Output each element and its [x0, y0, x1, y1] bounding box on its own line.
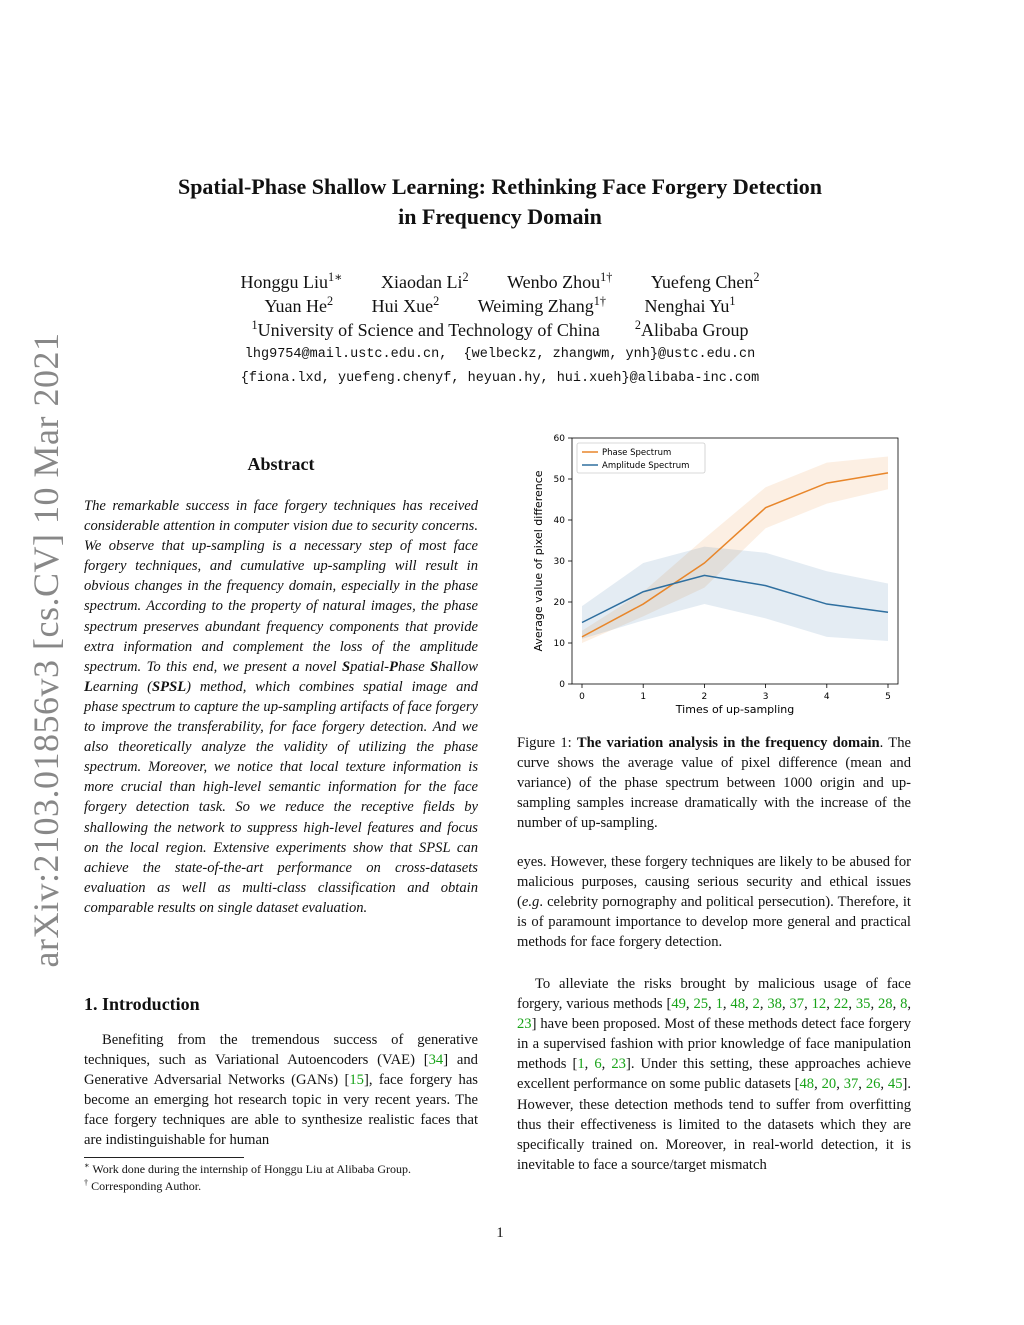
right-paragraph-2: To alleviate the risks brought by malicious usage of face forgery, various methods [49, 25, 1, 48, 2, 38, 37, 12, 22, 35, 28, 8, 23] have been proposed. Most of these methods detect face forgery in a supervised fashion with prior knowledge of face manipulation methods [1, 6, 23]. Under this setting, these approaches achieve excellent performance on some public datasets [48, 20, 37, 26, 45]. However, these detection methods tend to suffer from overfitting thus their effectiveness is limited to the datasets which they are specifically trained on. Moreover, in real-world detection, it is inevitable to face a source/target mismatch: [517, 976, 912, 1173]
citation-link[interactable]: 15: [349, 1072, 364, 1089]
author: Yuefeng Chen$^2$: [650, 270, 760, 292]
author: Yuan He$^2$: [264, 294, 334, 316]
x-tick-label: 0: [579, 692, 585, 702]
x-tick-label: 3: [762, 692, 769, 702]
citation-link[interactable]: 26: [865, 1076, 881, 1093]
paper-title: [120, 172, 880, 232]
email-line-2: {fiona.lxd, yuefeng.chenyf, heyuan.hy, hui.xueh}@alibaba-inc.com: [240, 371, 760, 386]
citation-link[interactable]: 37: [843, 1076, 859, 1093]
citation-link[interactable]: 34: [428, 1052, 444, 1069]
citation-link[interactable]: 45: [887, 1076, 903, 1093]
figure-1-chart: [528, 428, 908, 720]
author-block: [120, 270, 880, 342]
citation-link[interactable]: 25: [693, 996, 709, 1013]
page-number: 1: [496, 1225, 504, 1241]
footnotes: [84, 1161, 478, 1195]
citation-link[interactable]: 12: [811, 996, 827, 1013]
citation-link[interactable]: 48: [730, 996, 745, 1013]
citation-link[interactable]: 8: [900, 996, 908, 1013]
footnote-1: ∗ Work done during the internship of Honggu Liu at Alibaba Group.: [84, 1161, 411, 1176]
legend-label: Phase Spectrum: [602, 448, 672, 458]
y-tick-label: 20: [553, 598, 565, 608]
citation-link[interactable]: 1: [577, 1056, 585, 1073]
x-axis-label: Times of up-sampling: [675, 703, 795, 716]
x-tick-label: 1: [640, 692, 647, 702]
citation-link[interactable]: 23: [611, 1056, 626, 1073]
citation-link[interactable]: 1: [715, 996, 723, 1013]
author: Hui Xue$^2$: [371, 294, 440, 316]
arxiv-sidebar: [16, 332, 76, 968]
title-line-2: in Frequency Domain: [398, 204, 602, 229]
citation-link[interactable]: 23: [517, 1016, 532, 1033]
x-tick-label: 4: [823, 692, 830, 702]
arxiv-identifier: arXiv:2103.01856v3 [cs.CV] 10 Mar 2021: [26, 332, 66, 968]
footnote-rule: [84, 1157, 244, 1158]
x-tick-label: 5: [885, 692, 891, 702]
author: Honggu Liu$^{1∗}$: [240, 270, 343, 292]
y-axis-label: Average value of pixel difference: [532, 470, 545, 652]
right-paragraph-1: eyes. However, these forgery techniques are likely to be abused for malicious purposes, causing serious security and ethical issues (e.g. celebrity pornography and political persecution). Therefore, it is of paramount importance to develop more general and practical methods for face forgery detection.: [517, 854, 911, 951]
x-tick-label: 2: [701, 692, 708, 702]
y-tick-label: 0: [559, 680, 565, 690]
citation-link[interactable]: 22: [833, 996, 849, 1013]
author-row-1: [120, 270, 880, 294]
abstract-heading: Abstract: [247, 454, 315, 474]
legend-label: Amplitude Spectrum: [602, 461, 690, 471]
citation-link[interactable]: 35: [855, 996, 871, 1013]
citation-link[interactable]: 6: [594, 1056, 602, 1073]
email-line-1: lhg9754@mail.ustc.edu.cn, {welbeckz, zhangwm, ynh}@ustc.edu.cn: [244, 347, 756, 362]
y-tick-label: 30: [553, 557, 565, 567]
y-tick-label: 50: [553, 475, 565, 485]
affiliation-1: $^1$University of Science and Technology of China: [251, 318, 600, 340]
citation-link[interactable]: 37: [789, 996, 805, 1013]
figure-1-caption: Figure 1: The variation analysis in the frequency domain. The curve shows the average value of pixel difference (mean and variance) of the phase spectrum between 1000 origin and up-sampling samples increase dramatically with the increase of the number of up-sampling.: [517, 735, 911, 832]
affiliation-2: $^2$Alibaba Group: [634, 318, 749, 340]
intro-paragraph: Benefiting from the tremendous success of generative techniques, such as Variational Autoencoders (VAE) [34] and Generative Adversarial Networks (GANs) [15], face forgery has become an emerging hot research topic in very recent years. The face forgery techniques are able to synthesize realistic faces that are indistinguishable for human: [84, 1032, 478, 1149]
citation-link[interactable]: 2: [752, 996, 760, 1013]
title-line-1: Spatial-Phase Shallow Learning: Rethinking Face Forgery Detection: [177, 174, 823, 199]
variance-band: [582, 547, 888, 641]
author: Xiaodan Li$^2$: [380, 270, 469, 292]
y-tick-label: 40: [553, 516, 565, 526]
citation-link[interactable]: 20: [821, 1076, 837, 1093]
author: Wenbo Zhou$^{1\dagger}$: [507, 270, 613, 292]
y-tick-label: 60: [553, 434, 565, 444]
affiliations: [120, 318, 880, 342]
intro-heading: 1. Introduction: [84, 994, 200, 1014]
y-tick-label: 10: [553, 639, 565, 649]
citation-link[interactable]: 28: [877, 996, 893, 1013]
citation-link[interactable]: 48: [799, 1076, 815, 1093]
citation-link[interactable]: 49: [671, 996, 686, 1013]
author: Weiming Zhang$^{1\dagger}$: [477, 294, 607, 316]
footnote-2: † Corresponding Author.: [84, 1178, 202, 1193]
email-block: [120, 343, 880, 391]
citation-link[interactable]: 38: [767, 996, 782, 1013]
author: Nenghai Yu$^1$: [644, 294, 736, 316]
abstract-text: The remarkable success in face forgery techniques has received considerable attention in computer vision due to security concerns. We observe that up-sampling is a necessary step of most face forgery techniques, and cumulative up-sampling will result in obvious changes in the frequency domain, especially in the phase spectrum. According to the property of natural images, the phase spectrum preserves abundant frequency components that provide extra information and complement the loss of the amplitude spectrum. To this end, we present a novel Spatial-Phase Shallow Learning (SPSL) method, which combines spatial image and phase spectrum to capture the up-sampling artifacts of face forgery to improve the transferability, for face forgery detection. And we also theoretically analyze the validity of utilizing the phase spectrum. Moreover, we notice that local texture information is more crucial than high-level semantic information for the face forgery detection task. So we reduce the receptive fields by shallowing the network to suppress high-level features and focus on the local region. Extensive experiments show that SPSL can achieve the state-of-the-art performance on cross-datasets evaluation as well as multi-class classification and obtain comparable results on single dataset evaluation.: [84, 498, 478, 916]
author-row-2: [120, 294, 880, 318]
